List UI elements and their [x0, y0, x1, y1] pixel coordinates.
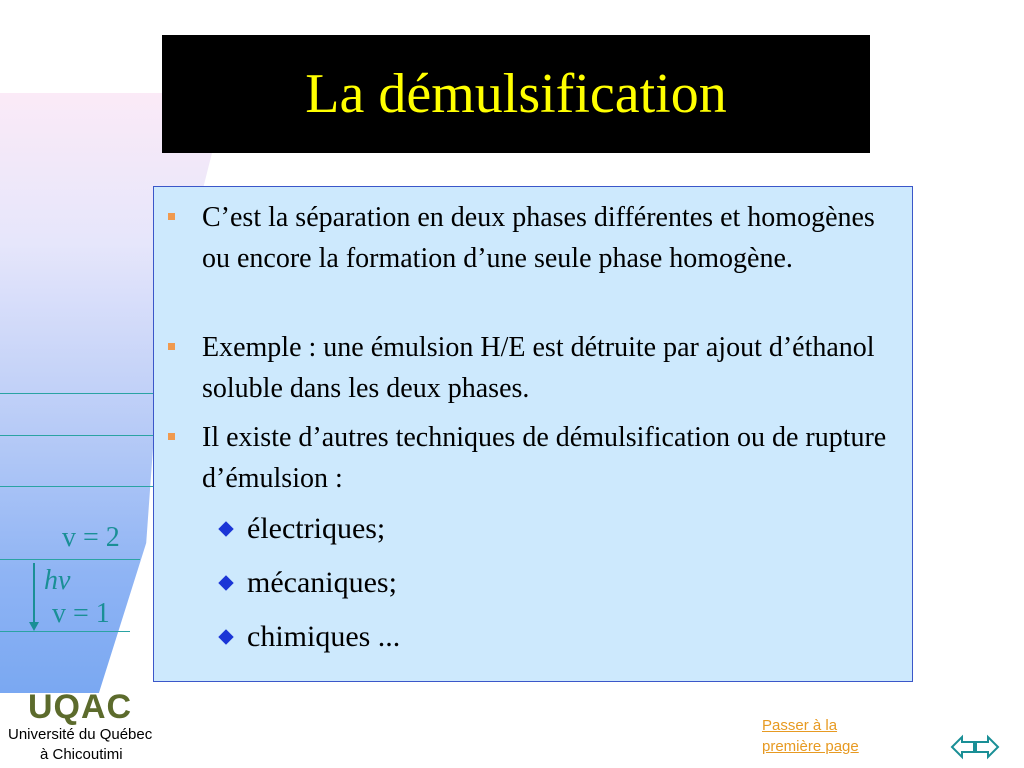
- energy-level-line: [0, 486, 155, 487]
- slide-navigation: [950, 733, 1000, 761]
- bullet-text: C’est la séparation en deux phases différentes et homogènes ou encore la formation d’une seule phase homogène.: [202, 202, 875, 274]
- bullet-item: [202, 417, 902, 499]
- uqac-logo: [0, 680, 172, 768]
- sub-bullet-item: [247, 617, 400, 657]
- bullet-text: Exemple : une émulsion H/E est détruite par ajout d’éthanol soluble dans les deux phases.: [202, 332, 875, 404]
- energy-level-line: [0, 559, 140, 560]
- square-bullet-icon: [168, 343, 175, 350]
- sub-bullet-item: [247, 509, 385, 549]
- energy-level-line: [0, 631, 130, 632]
- arrow-right-outline-icon[interactable]: [976, 737, 998, 757]
- bullet-item: [202, 327, 902, 409]
- diamond-bullet-icon: [218, 629, 233, 644]
- logo-line1: Université du Québec: [8, 726, 153, 743]
- first-page-link[interactable]: Passer à la première page: [762, 717, 859, 755]
- energy-level-line: [0, 435, 155, 436]
- logo-line2: à Chicoutimi: [40, 746, 123, 763]
- square-bullet-icon: [168, 433, 175, 440]
- photon-label: hν: [44, 565, 71, 596]
- square-bullet-icon: [168, 213, 175, 220]
- content-box: [153, 186, 913, 682]
- sub-bullet-text: électriques;: [247, 512, 386, 545]
- bullet-text: Il existe d’autres techniques de démulsification ou de rupture d’émulsion :: [202, 422, 887, 494]
- energy-level-line: [0, 393, 155, 394]
- sub-bullet-text: chimiques ...: [247, 620, 401, 653]
- arrow-left-outline-icon[interactable]: [952, 737, 974, 757]
- level-label-upper: v = 2: [62, 522, 120, 553]
- sub-bullet-item: [247, 563, 397, 603]
- sub-bullet-text: mécaniques;: [247, 566, 397, 599]
- diamond-bullet-icon: [218, 575, 233, 590]
- title-box: [162, 35, 870, 153]
- level-label-lower: v = 1: [52, 598, 110, 629]
- bullet-item: [202, 197, 902, 279]
- photon-arrow-head: [29, 622, 39, 631]
- photon-arrow: [33, 563, 35, 623]
- logo-mark: UQAC: [28, 688, 133, 726]
- diamond-bullet-icon: [218, 521, 233, 536]
- page-title: La démulsification: [305, 63, 727, 125]
